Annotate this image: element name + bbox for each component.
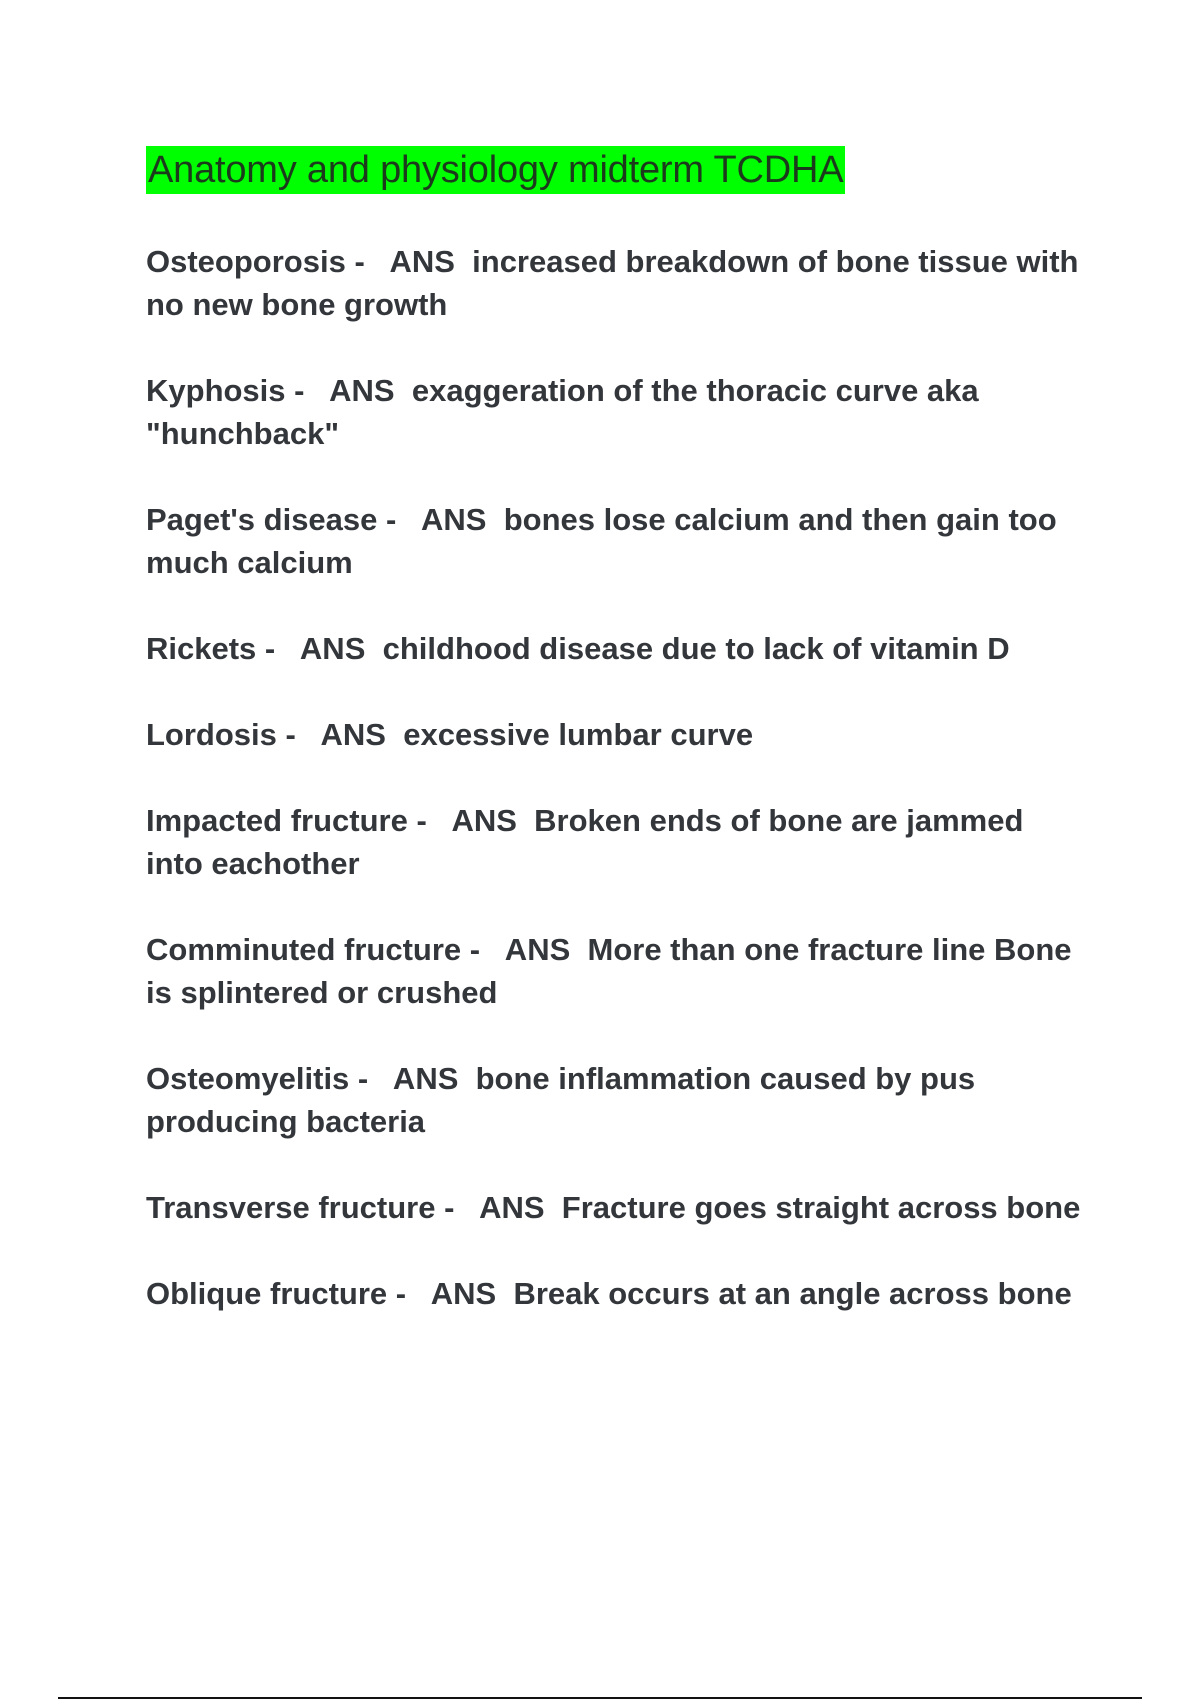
entry-answer: Fracture goes straight across bone: [561, 1190, 1081, 1225]
entry-separator: - ANS: [377, 502, 504, 537]
entry-term: Lordosis: [146, 717, 277, 752]
entry-separator: - ANS: [285, 373, 412, 408]
entry-separator: - ANS: [256, 631, 383, 666]
entry-term: Kyphosis: [146, 373, 286, 408]
title-block: [146, 146, 845, 194]
entry-term: Rickets: [146, 631, 257, 666]
entry-separator: - ANS: [407, 803, 535, 838]
document-title: Anatomy and physiology midterm TCDHA: [146, 146, 845, 194]
entry-answer: More than one fracture line Bone is splintered or crushed: [146, 932, 1072, 1010]
flashcard-entry: [146, 240, 1086, 326]
entry-answer: Broken ends of bone are jammed into eachother: [146, 803, 1024, 881]
entry-term: Osteoporosis: [146, 244, 346, 279]
entry-separator: - ANS: [345, 244, 473, 279]
entry-answer: childhood disease due to lack of vitamin D: [382, 631, 1010, 666]
entry-separator: - ANS: [461, 932, 588, 967]
entry-term: Osteomyelitis: [146, 1061, 350, 1096]
flashcard-entry: [146, 799, 1086, 885]
entry-separator: - ANS: [349, 1061, 476, 1096]
entry-answer: bones lose calcium and then gain too much calcium: [146, 502, 1057, 580]
flashcard-entry: [146, 1057, 1086, 1143]
entry-term: Paget's disease: [146, 502, 378, 537]
flashcard-entry: [146, 928, 1086, 1014]
entry-answer: increased breakdown of bone tissue with no new bone growth: [146, 244, 1079, 322]
entry-answer: exaggeration of the thoracic curve aka "hunchback": [146, 373, 979, 451]
entry-answer: Break occurs at an angle across bone: [513, 1276, 1072, 1311]
entry-term: Comminuted fructure: [146, 932, 462, 967]
flashcard-entry: [146, 1186, 1086, 1229]
entry-separator: - ANS: [276, 717, 404, 752]
entry-separator: - ANS: [435, 1190, 562, 1225]
flashcard-entry: [146, 369, 1086, 455]
entry-term: Transverse fructure: [146, 1190, 436, 1225]
flashcard-entry: [146, 498, 1086, 584]
flashcard-entry: [146, 1272, 1086, 1315]
flashcard-list: [146, 240, 1086, 1358]
entry-term: Oblique fructure: [146, 1276, 388, 1311]
footer-divider: [58, 1697, 1142, 1699]
entry-separator: - ANS: [387, 1276, 514, 1311]
entry-term: Impacted fructure: [146, 803, 408, 838]
entry-answer: bone inflammation caused by pus producing bacteria: [146, 1061, 976, 1139]
flashcard-entry: [146, 627, 1086, 670]
flashcard-entry: [146, 713, 1086, 756]
entry-answer: excessive lumbar curve: [403, 717, 754, 752]
